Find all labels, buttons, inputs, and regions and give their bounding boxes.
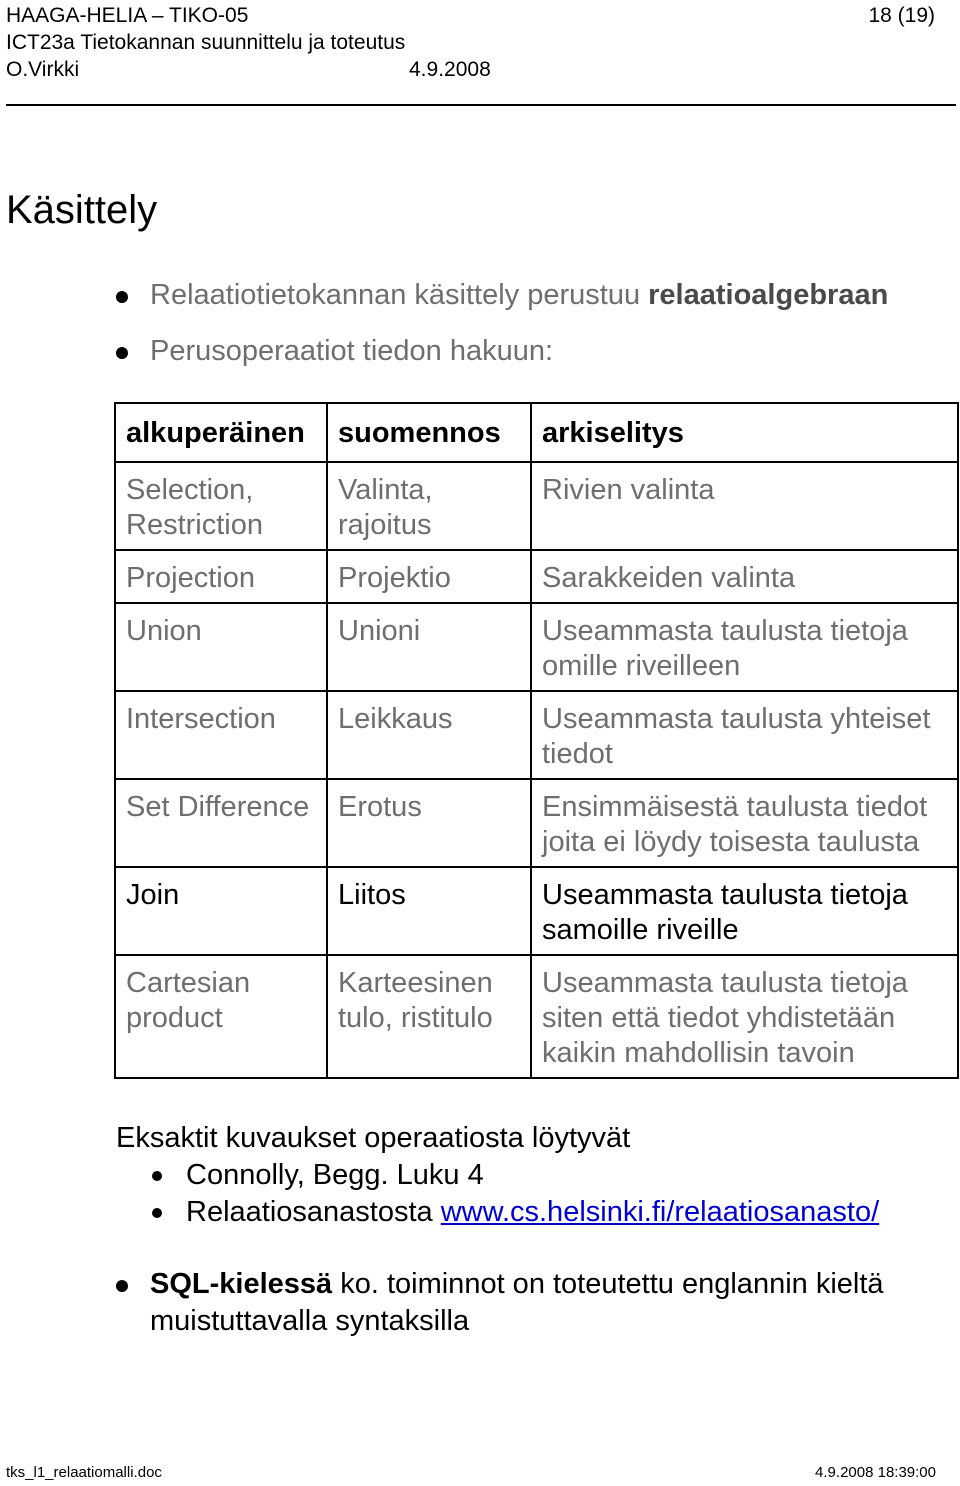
table-cell: Sarakkeiden valinta xyxy=(531,550,958,603)
bullet-icon xyxy=(152,1208,162,1218)
bullet-item xyxy=(110,270,888,326)
table-cell: Intersection xyxy=(115,691,327,779)
page-header xyxy=(6,2,956,83)
header-org: HAAGA-HELIA – TIKO-05 xyxy=(6,4,249,27)
references-intro: Eksaktit kuvaukset operaatiosta löytyvät xyxy=(116,1122,631,1154)
header-author: O.Virkki xyxy=(6,58,80,81)
page-footer xyxy=(6,1464,936,1482)
header-rule xyxy=(6,104,956,106)
table-cell: Erotus xyxy=(327,779,531,867)
bullet-text: Relaatiotietokannan käsittely perustuu xyxy=(150,279,649,311)
header-date: 4.9.2008 xyxy=(409,58,491,81)
column-header: arkiselitys xyxy=(531,403,958,462)
table-cell: Selection, Restriction xyxy=(115,462,327,550)
operations-table xyxy=(114,402,959,1079)
table-cell: Leikkaus xyxy=(327,691,531,779)
table-row xyxy=(115,867,958,955)
intro-bullets xyxy=(110,270,888,382)
bullet-icon xyxy=(116,1280,128,1292)
references-section xyxy=(116,1120,879,1231)
reference-item xyxy=(116,1194,879,1231)
column-header: suomennos xyxy=(327,403,531,462)
table-row xyxy=(115,603,958,691)
header-line-1 xyxy=(6,2,956,29)
reference-item xyxy=(116,1157,879,1194)
bullet-bold-text: relaatioalgebraan xyxy=(648,279,889,311)
table-cell: Useammasta taulusta tietoja siten että tiedot yhdistetään kaikin mahdollisin tavoin xyxy=(531,955,958,1078)
bullet-icon xyxy=(152,1171,162,1181)
table-cell: Union xyxy=(115,603,327,691)
table-cell: Set Difference xyxy=(115,779,327,867)
table-cell: Useammasta taulusta tietoja samoille riveille xyxy=(531,867,958,955)
table-row xyxy=(115,691,958,779)
reference-text: Connolly, Begg. Luku 4 xyxy=(186,1159,484,1191)
bullet-text: Perusoperaatiot tiedon hakuun: xyxy=(150,335,554,367)
column-header: alkuperäinen xyxy=(115,403,327,462)
table-cell: Ensimmäisestä taulusta tiedot joita ei löydy toisesta taulusta xyxy=(531,779,958,867)
header-course: ICT23a Tietokannan suunnittelu ja toteutus xyxy=(6,31,406,54)
sql-bold-text: SQL-kielessä xyxy=(150,1268,333,1300)
table-row xyxy=(115,955,958,1078)
header-page-number: 18 (19) xyxy=(868,4,935,27)
footer-filename: tks_l1_relaatiomalli.doc xyxy=(6,1464,162,1481)
table-cell: Liitos xyxy=(327,867,531,955)
table-row xyxy=(115,462,958,550)
page-title: Käsittely xyxy=(6,188,158,232)
sql-bullet xyxy=(110,1266,960,1340)
bullet-item xyxy=(110,326,888,382)
table-cell: Valinta, rajoitus xyxy=(327,462,531,550)
table-cell: Join xyxy=(115,867,327,955)
table-row xyxy=(115,779,958,867)
table-cell: Useammasta taulusta tietoja omille riveilleen xyxy=(531,603,958,691)
footer-timestamp: 4.9.2008 18:39:00 xyxy=(815,1464,936,1481)
bullet-icon xyxy=(116,347,128,359)
reference-text: Relaatiosanastosta xyxy=(186,1196,441,1228)
relaatiosanasto-link[interactable]: www.cs.helsinki.fi/relaatiosanasto/ xyxy=(440,1196,880,1228)
table-cell: Projection xyxy=(115,550,327,603)
references-list xyxy=(116,1157,879,1231)
table-cell: Cartesian product xyxy=(115,955,327,1078)
table-row xyxy=(115,550,958,603)
bullet-icon xyxy=(116,291,128,303)
table-cell: Rivien valinta xyxy=(531,462,958,550)
header-line-3 xyxy=(6,56,956,83)
table-cell: Karteesinen tulo, ristitulo xyxy=(327,955,531,1078)
table-cell: Projektio xyxy=(327,550,531,603)
sql-text: ko. toiminnot on toteutettu englannin kieltä muistuttavalla syntaksilla xyxy=(150,1268,884,1337)
table-cell: Unioni xyxy=(327,603,531,691)
table-cell: Useammasta taulusta yhteiset tiedot xyxy=(531,691,958,779)
table-header-row xyxy=(115,403,958,462)
